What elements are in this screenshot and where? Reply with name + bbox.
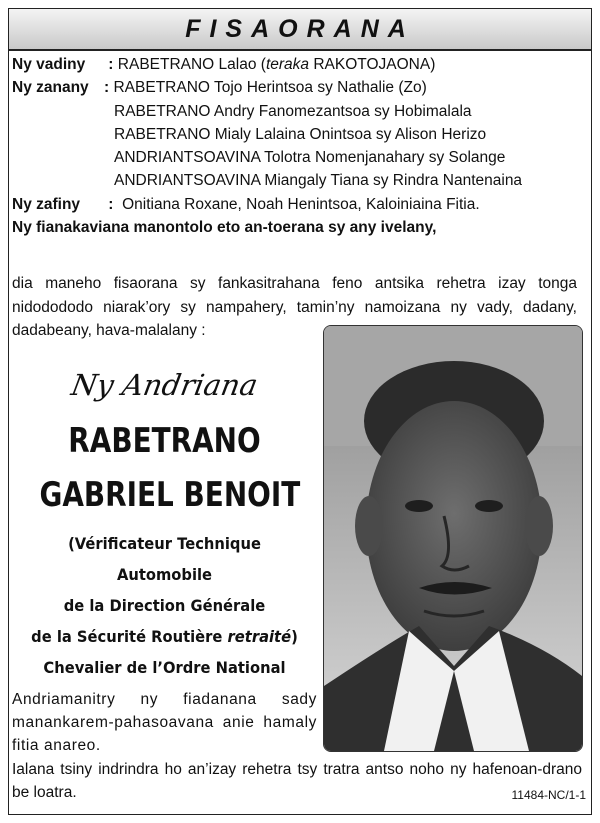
title-line: (Vérificateur Technique <box>68 534 261 553</box>
deceased-titles <box>12 528 317 683</box>
child-item: RABETRANO Andry Fanomezantsoa sy Hobimalala <box>114 102 472 120</box>
portrait-image <box>324 326 582 751</box>
thanks-paragraph: dia maneho fisaorana sy fankasitrahana feno antsika rehetra izay tonga nidodododo niarak’ory sy nampahery, tamin’ny namoizana ny vady, dadany, dadabeany, hava-malalany : <box>12 275 577 339</box>
title-line: de la Direction Générale <box>63 596 266 615</box>
deceased-given-names: GABRIEL BENOIT <box>39 475 301 515</box>
extended-family: Ny fianakaviana manontolo eto an-toerana sy any ivelany, <box>12 219 437 237</box>
closing-apology: Ialana tsiny indrindra ho an’izay rehetra tsy tratra antso noho ny hafenoan-drano be loatra. <box>12 761 582 801</box>
deceased-block <box>12 368 317 683</box>
child-item: RABETRANO Tojo Herintsoa sy Nathalie (Zo) <box>113 79 427 97</box>
portrait-photo <box>323 325 583 752</box>
children-label: Ny zanany <box>12 79 89 97</box>
reference-code: 11484-NC/1-1 <box>511 788 586 802</box>
children-row: Ny zanany : RABETRANO Tojo Herintsoa sy Nathalie (Zo) <box>12 79 427 97</box>
child-item: ANDRIANTSOAVINA Miangaly Tiana sy Rindra Nantenaina <box>114 172 523 190</box>
grandchildren-row: Ny zafiny : Onitiana Roxane, Noah Henintsoa, Kaloiniaina Fitia. <box>12 195 480 213</box>
header-title: FISAORANA <box>185 14 415 43</box>
child-item: RABETRANO Mialy Lalaina Onintsoa sy Alison Herizo <box>114 125 487 143</box>
closing-blessing: Andriamanitry ny fiadanana sady manankarem-pahasoavana anie hamaly fitia anareo. <box>12 691 317 754</box>
family-list <box>12 53 577 239</box>
title-line: Automobile <box>116 565 213 584</box>
widow-name: RABETRANO Lalao ( <box>117 56 266 73</box>
child-item: ANDRIANTSOAVINA Tolotra Nomenjanahary sy Solange <box>114 149 506 167</box>
honorific: Ny Andriana <box>68 368 261 402</box>
widow-maiden-name: RAKOTOJAONA) <box>309 56 436 73</box>
deceased-surname: RABETRANO <box>68 421 261 461</box>
title-line: Chevalier de l’Ordre National <box>43 658 286 677</box>
widow-label: Ny vadiny <box>12 56 86 73</box>
grandchildren-names: Onitiana Roxane, Noah Henintsoa, Kaloiniaina Fitia. <box>122 195 480 213</box>
widow-row: Ny vadiny : RABETRANO Lalao (teraka RAKOTOJAONA) <box>12 56 436 73</box>
widow-teraka: teraka <box>265 56 310 73</box>
grandchildren-label: Ny zafiny <box>12 195 81 213</box>
title-line: de la Sécurité Routière retraité) <box>31 627 298 646</box>
header-banner <box>9 9 591 51</box>
